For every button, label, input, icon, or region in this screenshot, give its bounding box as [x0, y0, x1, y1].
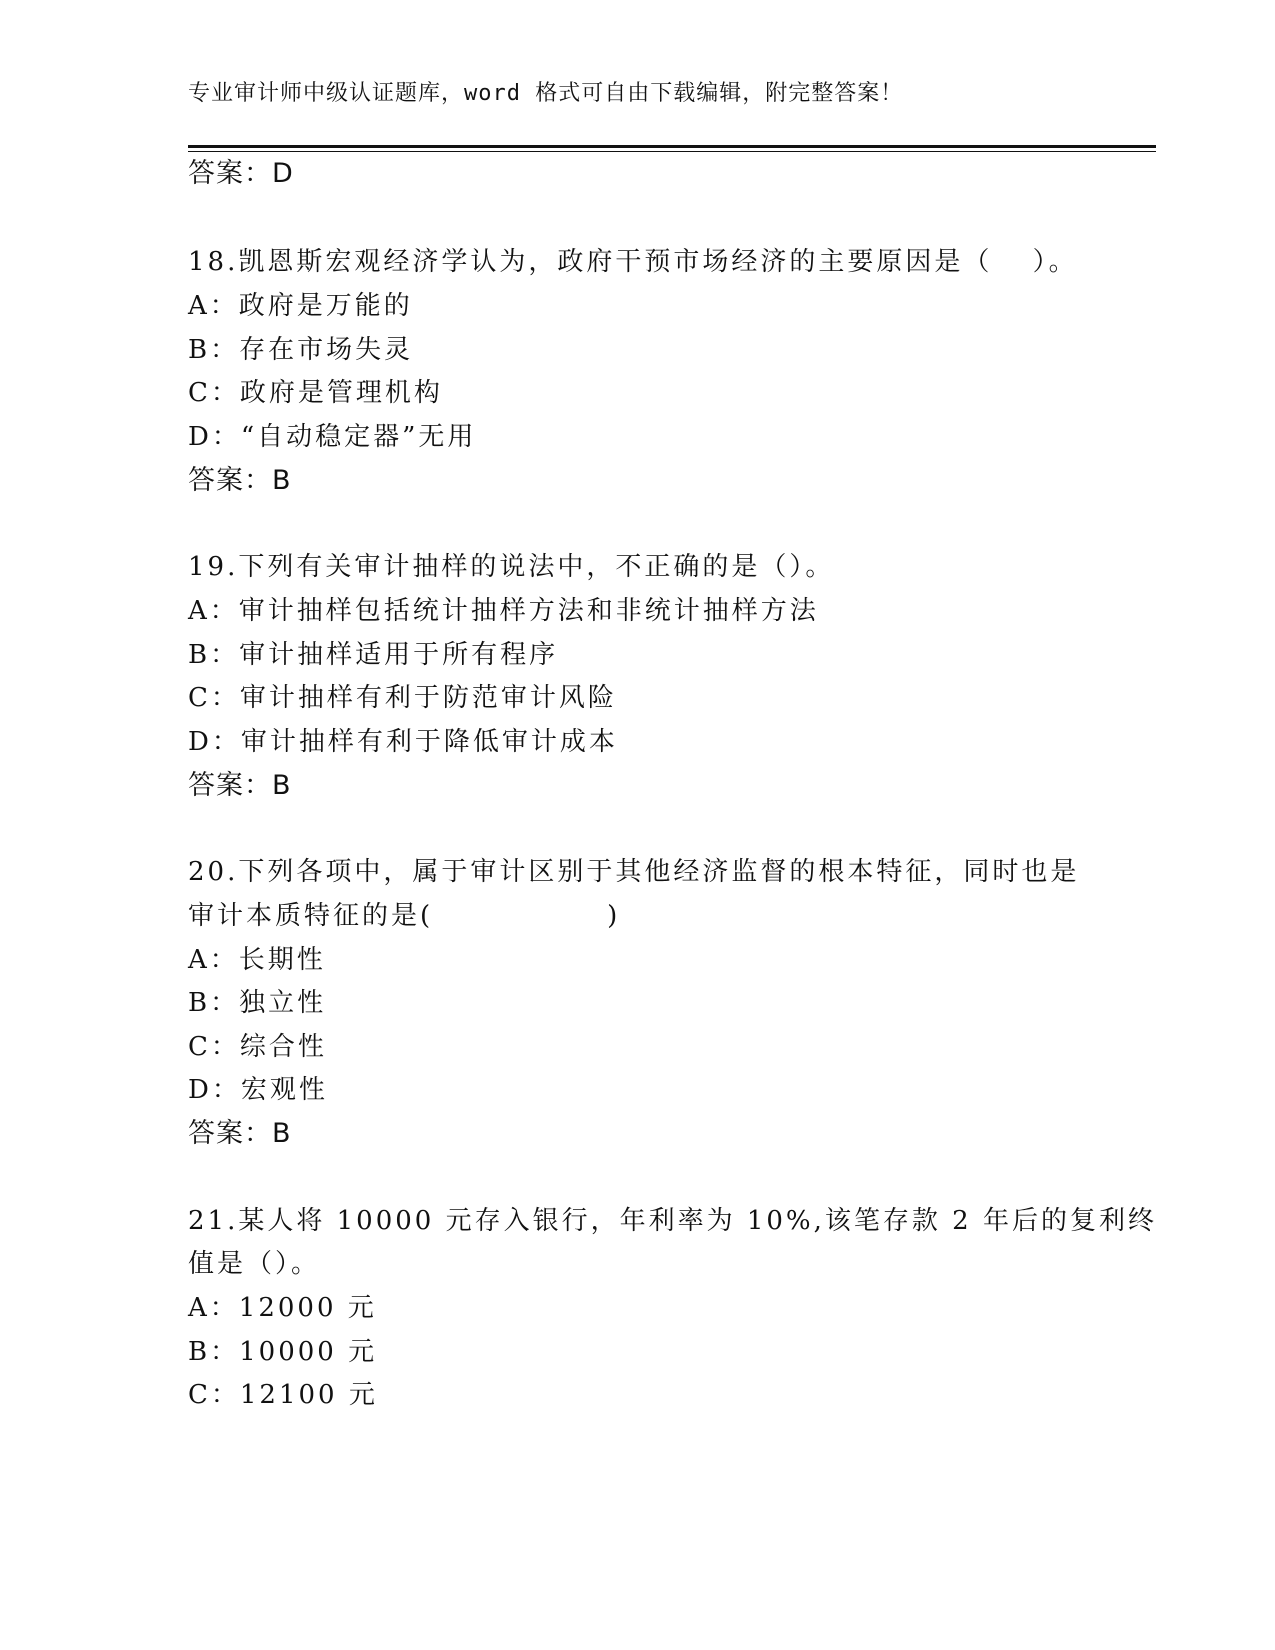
question-21-option-b: B：10000 元: [188, 1337, 378, 1367]
page-header: 专业审计师中级认证题库，word 格式可自由下载编辑，附完整答案！: [188, 81, 904, 106]
question-18-option-a: A：政府是万能的: [188, 291, 413, 321]
question-20-answer: 答案：B: [188, 1118, 292, 1149]
question-18-option-c: C：政府是管理机构: [188, 378, 443, 408]
question-20-option-c: C：综合性: [188, 1032, 327, 1062]
question-21-stem-line-2: 值是（）。: [188, 1249, 321, 1279]
question-19-answer: 答案：B: [188, 770, 292, 801]
previous-answer: 答案：D: [188, 158, 294, 189]
question-20-stem-line-2: 审计本质特征的是( ): [188, 901, 621, 931]
question-19-stem: 19.下列有关审计抽样的说法中，不正确的是（）。: [188, 552, 835, 582]
question-19-option-a: A：审计抽样包括统计抽样方法和非统计抽样方法: [188, 596, 819, 626]
question-21-stem-line-1: 21.某人将 10000 元存入银行，年利率为 10%,该笔存款 2 年后的复利终: [188, 1206, 1157, 1236]
question-20-option-d: D：宏观性: [188, 1075, 328, 1105]
question-18-answer: 答案：B: [188, 465, 292, 496]
question-18-option-b: B：存在市场失灵: [188, 335, 414, 365]
question-20-option-b: B：独立性: [188, 988, 327, 1018]
question-19-option-d: D：审计抽样有利于降低审计成本: [188, 727, 618, 757]
question-19-option-b: B：审计抽样适用于所有程序: [188, 640, 559, 670]
question-18-option-d: D：“自动稳定器”无用: [188, 422, 477, 452]
question-18-stem: 18.凯恩斯宏观经济学认为，政府干预市场经济的主要原因是（ ）。: [188, 247, 1078, 277]
question-21-option-c: C：12100 元: [188, 1380, 378, 1410]
header-divider-thick: [188, 145, 1156, 148]
question-20-stem-line-1: 20.下列各项中，属于审计区别于其他经济监督的根本特征，同时也是: [188, 857, 1080, 887]
question-20-option-a: A：长期性: [188, 945, 326, 975]
question-19-option-c: C：审计抽样有利于防范审计风险: [188, 683, 617, 713]
question-21-option-a: A：12000 元: [188, 1293, 377, 1323]
header-divider-thin: [188, 151, 1156, 152]
